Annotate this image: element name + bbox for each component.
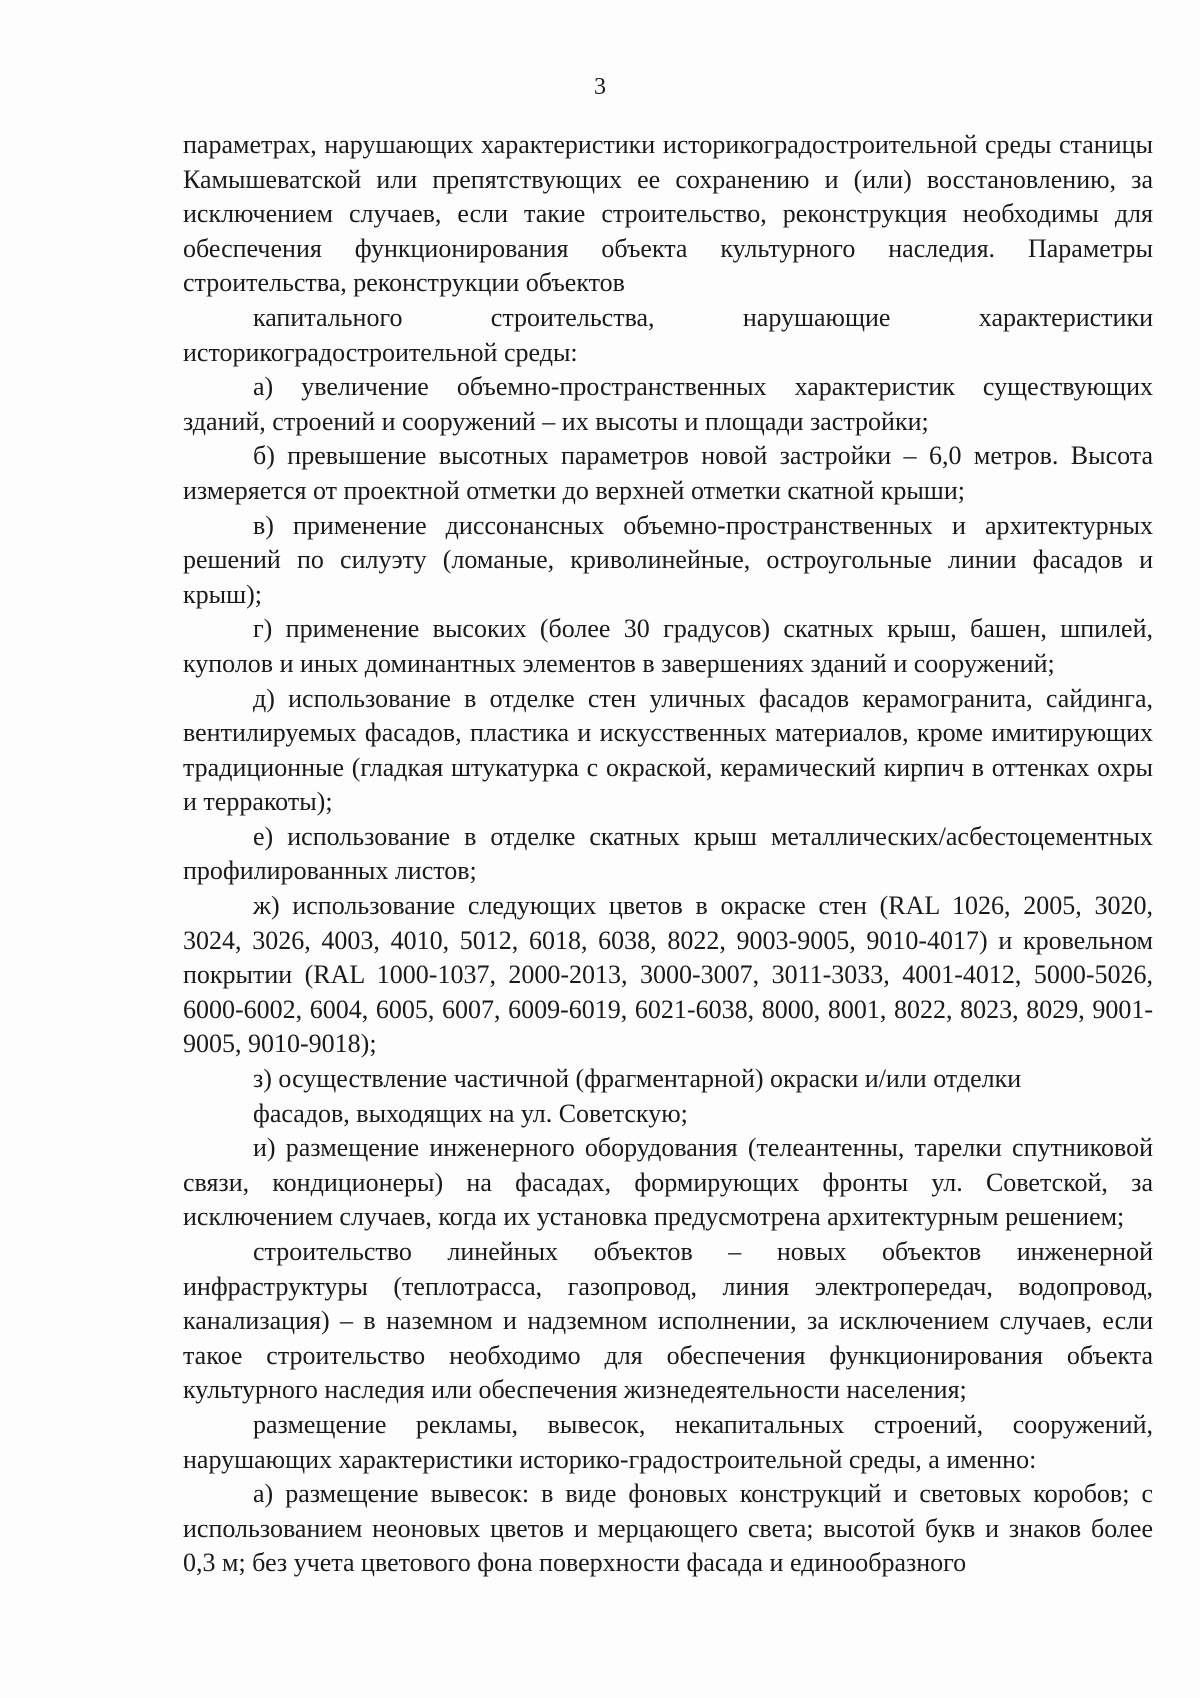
paragraph: ж) использование следующих цветов в окраске стен (RAL 1026, 2005, 3020, 3024, 3026, 4003, 4010, 5012, 6018, 6038, 8022, 9003-9005, 9010-4017) и кровельном покрытии (RAL 1000-1037, 2000-2013, 3000-3007, 3011-3033, 4001-4012, 5000-5026, 6000-6002, 6004, 6005, 6007, 6009-6019, 6021-6038, 8000, 8001, 8022, 8023, 8029, 9001-9005, 9010-9018); — [183, 891, 1153, 1059]
paragraph: а) размещение вывесок: в виде фоновых конструкций и световых коробов; с использованием неоновых цветов и мерцающего света; высотой букв и знаков более 0,3 м; без учета цветового фона поверхности фасада и единообразного — [183, 1479, 1153, 1578]
paragraph: в) применение диссонансных объемно-пространственных и архитектурных решений по силуэту (ломаные, криволинейные, остроугольные линии фасадов и крыш); — [183, 510, 1153, 609]
document-body — [183, 128, 1153, 1581]
paragraph: а) увеличение объемно-пространственных характеристик существующих зданий, строений и сооружений – их высоты и площади застройки; — [183, 372, 1153, 436]
paragraph: размещение рекламы, вывесок, некапитальных строений, сооружений, нарушающих характеристики историко-градостроительной среды, а именно: — [183, 1409, 1153, 1474]
paragraph: фасадов, выходящих на ул. Советскую; — [253, 1098, 688, 1128]
paragraph: капитального строительства, нарушающие характеристики историкоградостроительной среды: — [183, 302, 1153, 367]
paragraph: параметрах, нарушающих характеристики историкоградостроительной среды станицы Камышеватской или препятствующих ее сохранению и (или) восстановлению, за исключением случаев, если такие строительство, реконструкция необходимы для обеспечения функционирования объекта культурного наследия. Параметры строительства, реконструкции объектов — [183, 130, 1153, 298]
paragraph: г) применение высоких (более 30 градусов) скатных крыш, башен, шпилей, куполов и иных доминантных элементов в завершениях зданий и сооружений; — [183, 614, 1153, 678]
paragraph: з) осуществление частичной (фрагментарной) окраски и/или отделки — [253, 1064, 1022, 1094]
paragraph: е) использование в отделке скатных крыш металлических/асбестоцементных профилированных листов; — [183, 821, 1153, 886]
paragraph: б) превышение высотных параметров новой застройки – 6,0 метров. Высота измеряется от проектной отметки до верхней отметки скатной крыши; — [183, 441, 1153, 505]
page-number: 3 — [594, 74, 606, 100]
paragraph: и) размещение инженерного оборудования (телеантенны, тарелки спутниковой связи, кондиционеры) на фасадах, формирующих фронты ул. Советской, за исключением случаев, когда их установка предусмотрена архитектурным решением; — [183, 1133, 1153, 1232]
paragraph: строительство линейных объектов – новых объектов инженерной инфраструктуры (теплотрасса, газопровод, линия электропередач, водопровод, канализация) – в наземном и надземном исполнении, за исключением случаев, если такое строительство необходимо для обеспечения функционирования объекта культурного наследия или обеспечения жизнедеятельности населения; — [183, 1237, 1153, 1405]
paragraph: д) использование в отделке стен уличных фасадов керамогранита, сайдинга, вентилируемых фасадов, пластика и искусственных материалов, кроме имитирующих традиционные (гладкая штукатурка с окраской, керамический кирпич в оттенках охры и терракоты); — [183, 683, 1153, 817]
